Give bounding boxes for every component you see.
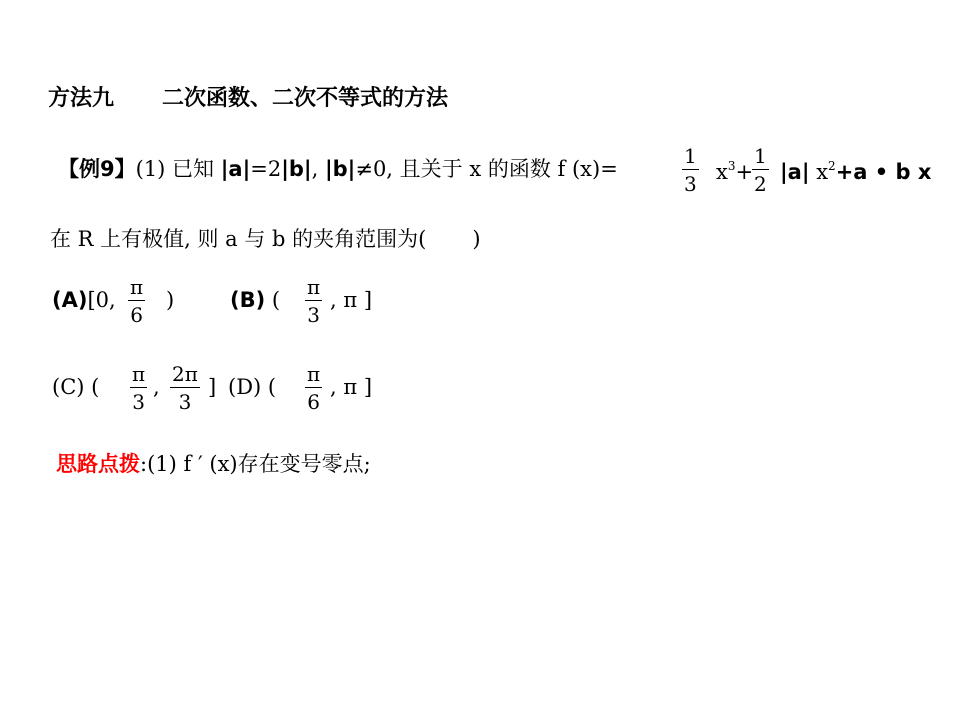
fraction-numerator: π — [307, 275, 321, 299]
option-c-open: ( — [91, 375, 100, 399]
section-heading — [48, 84, 448, 114]
x-squared-exponent: 2 — [828, 159, 836, 173]
abs-b-2: |b| — [324, 157, 356, 181]
fraction-bar — [128, 300, 145, 301]
fraction-denominator: 6 — [307, 390, 320, 414]
fraction-numerator: π — [132, 362, 146, 386]
equals-two: =2 — [250, 157, 282, 181]
fraction-numerator: 1 — [684, 144, 697, 168]
option-b-label: (B) — [230, 288, 266, 312]
option-c — [52, 373, 99, 401]
option-a-open: [0, — [87, 288, 116, 312]
abs-a: |a| — [220, 157, 251, 181]
hint-line — [56, 450, 371, 478]
fraction-numerator: 1 — [754, 144, 767, 168]
comma: , — [311, 157, 319, 181]
condition-text: ≠0, 且关于 x 的函数 f (x)= — [355, 157, 618, 181]
option-c-label: (C) — [52, 375, 85, 399]
example-label: 【例9】 — [58, 157, 136, 181]
fraction-bar — [130, 387, 147, 388]
fraction-bar — [305, 300, 322, 301]
option-d-fraction — [305, 363, 322, 413]
fraction-one-half — [752, 145, 769, 195]
option-a-label: (A) — [52, 288, 88, 312]
fraction-bar — [752, 169, 769, 170]
option-a — [52, 286, 116, 314]
fraction-denominator: 3 — [178, 390, 192, 414]
option-d — [228, 373, 276, 401]
option-b-fraction — [305, 276, 322, 326]
fraction-bar — [682, 169, 699, 170]
option-c-comma: , — [153, 375, 160, 399]
abs-b: |b| — [281, 157, 312, 181]
fraction-bar — [170, 387, 200, 388]
fraction-denominator: 3 — [132, 390, 145, 414]
x-cubed-base: x — [716, 160, 728, 184]
option-d-open: ( — [267, 375, 277, 399]
option-c-fraction-2 — [170, 363, 200, 413]
x-cubed-exponent: 3 — [727, 159, 736, 173]
fraction-numerator: 2π — [172, 362, 198, 386]
option-c-fraction-1 — [130, 363, 147, 413]
fraction-numerator: π — [130, 275, 144, 299]
x-squared-base: x — [816, 160, 829, 184]
option-a-fraction — [128, 276, 145, 326]
fraction-denominator: 2 — [754, 172, 767, 196]
fraction-denominator: 3 — [684, 172, 697, 196]
fraction-bar — [305, 387, 322, 388]
method-title: 二次函数、二次不等式的方法 — [162, 86, 449, 111]
question-text: 在 R 上有极值, 则 a 与 b 的夹角范围为( — [50, 227, 427, 251]
abs-a-coefficient: |a| — [780, 160, 810, 184]
hint-label: 思路点拨 — [56, 452, 140, 476]
option-b — [230, 286, 280, 314]
question-close-paren: ) — [472, 227, 481, 251]
plus-sign: + — [735, 160, 754, 184]
fraction-numerator: π — [307, 362, 321, 386]
option-b-open: ( — [271, 288, 281, 312]
part-one-intro: (1) 已知 — [135, 157, 215, 181]
option-b-close: , π ] — [330, 288, 373, 312]
x-cubed-term — [716, 158, 753, 189]
hint-colon: : — [140, 452, 148, 476]
option-c-close: ] — [208, 375, 217, 399]
example-line-2 — [50, 225, 481, 253]
option-d-close: , π ] — [330, 375, 373, 399]
method-label: 方法九 — [48, 86, 115, 111]
option-a-close: ) — [166, 288, 175, 312]
dot-product-term: +a • b x — [835, 160, 932, 184]
fraction-denominator: 6 — [130, 303, 143, 327]
option-d-label: (D) — [228, 375, 262, 399]
hint-text: (1) f ′ (x)存在变号零点; — [147, 452, 371, 476]
function-tail — [780, 158, 931, 189]
example-line-1 — [58, 155, 618, 183]
fraction-one-third — [682, 145, 699, 195]
fraction-denominator: 3 — [307, 303, 320, 327]
